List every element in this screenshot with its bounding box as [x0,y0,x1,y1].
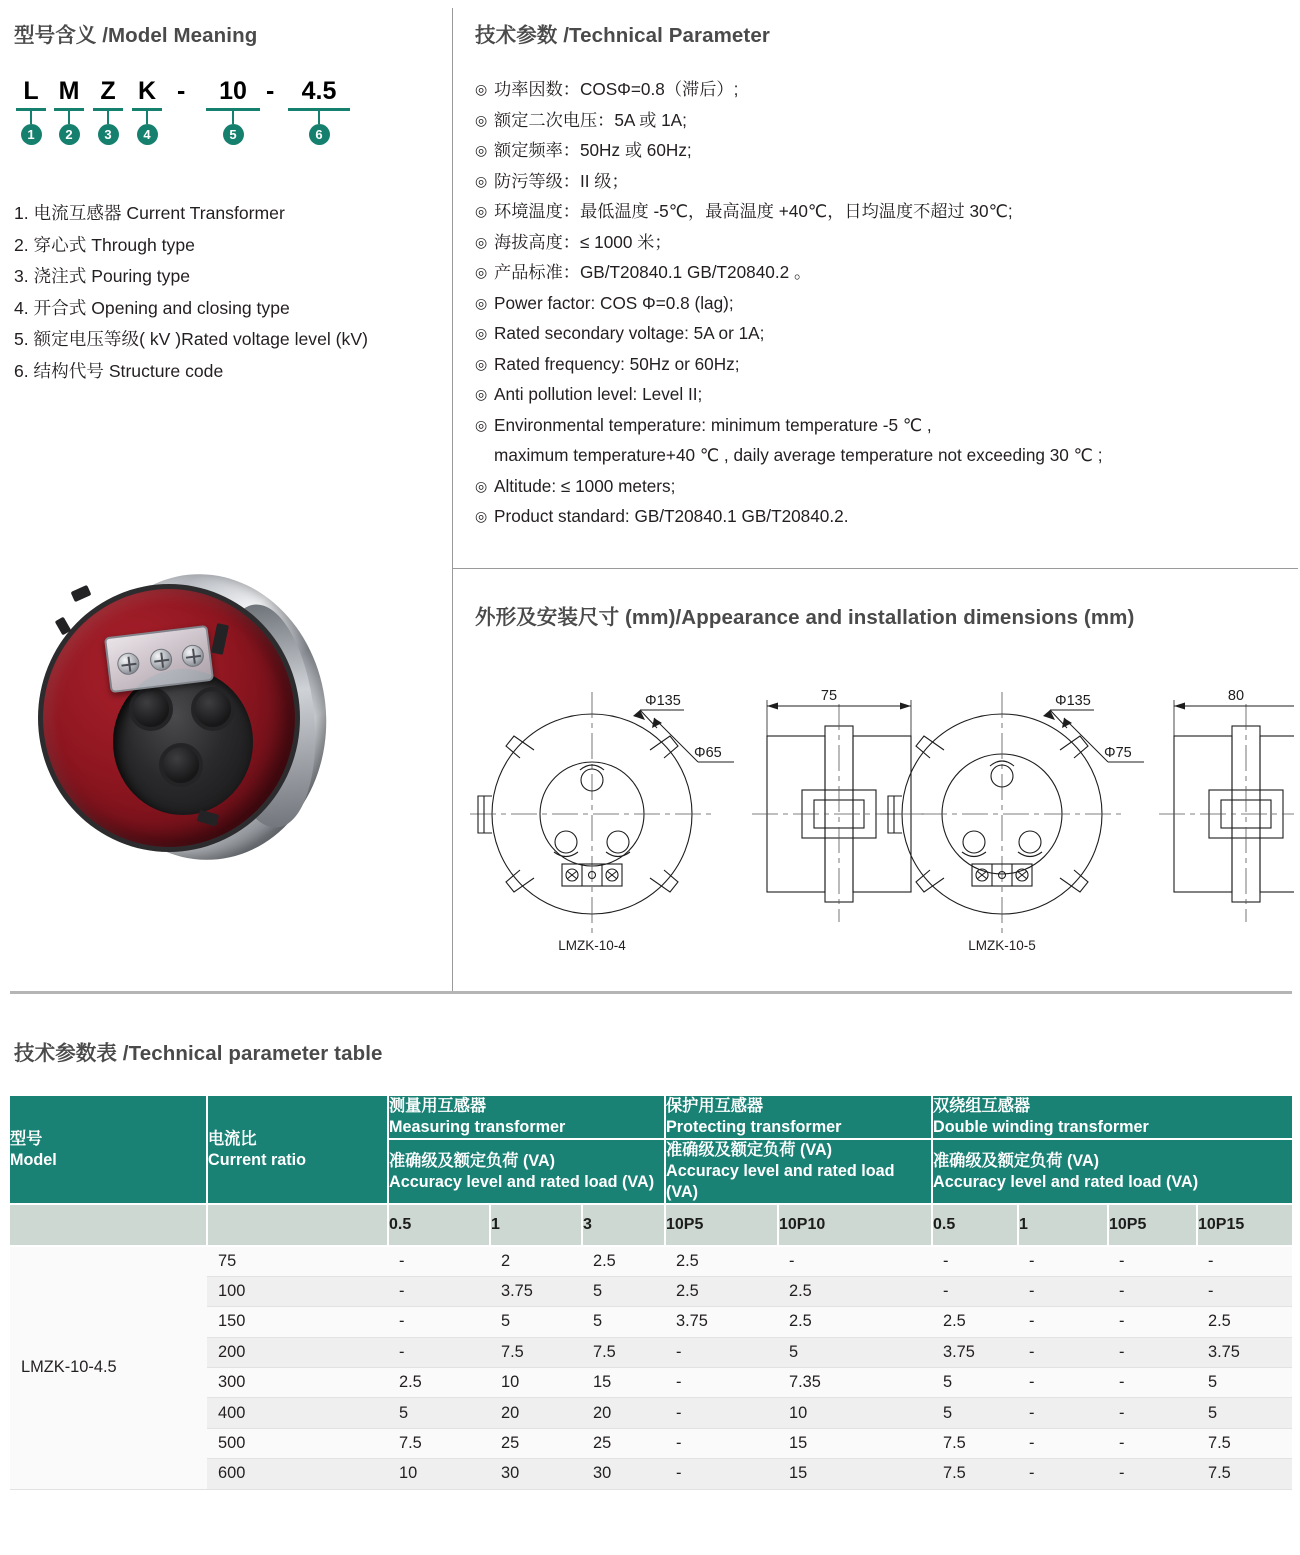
legend-item: 3. 浇注式 Pouring type [14,266,191,286]
cell-value: - [1108,1368,1197,1398]
cell-ratio: 75 [207,1246,388,1276]
parameter-text: Power factor: COS Φ=0.8 (lag); [494,292,734,313]
parameter-text: 额定二次电压：5A 或 1A; [494,109,687,130]
accuracy-col-m-1: 1 [490,1204,582,1246]
cell-value: 2 [490,1246,582,1276]
cell-value: 2.5 [932,1307,1018,1337]
cell-value: 2.5 [778,1276,932,1306]
horizontal-divider-mid [453,568,1298,569]
model-code-badge-2: 2 [59,124,80,145]
cell-value: 7.5 [388,1428,490,1458]
model-code-part-4 [132,76,162,145]
terminal-screw-icon [181,644,206,669]
accuracy-col-m-05: 0.5 [388,1204,490,1246]
dimension-drawing-svg [462,666,1294,934]
cell-value: - [388,1307,490,1337]
model-code-char-2: M [58,77,80,105]
cell-value: - [665,1337,778,1367]
bullet-icon: ◎ [475,172,488,189]
table-body [10,1246,1292,1489]
cell-value: - [1018,1459,1108,1489]
cell-value: 7.5 [490,1337,582,1367]
cell-value: 25 [490,1428,582,1458]
accuracy-col-p-10p10: 10P10 [778,1204,932,1246]
drawing-caption-1: LMZK-10-4 [558,938,626,953]
header-model [10,1096,207,1204]
product-photo-stage [22,566,352,896]
cell-value: 30 [490,1459,582,1489]
group-measuring-cn: 测量用互感器 [389,1097,487,1115]
bullet-icon: ◎ [475,264,488,280]
leader-line-inner-1 [654,718,698,762]
legend-item: 5. 额定电压等级( kV )Rated voltage level (kV) [14,329,368,349]
parameter-row [475,227,1290,258]
latch-tab [506,736,534,758]
bullet-icon: ◎ [475,355,488,372]
model-code-part-5 [206,76,260,145]
cell-value: 5 [1197,1368,1292,1398]
parameter-row [475,166,1290,197]
cell-ratio: 400 [207,1398,388,1428]
accuracy-blank-model [10,1204,207,1246]
cell-value: 20 [490,1398,582,1428]
cell-value: 7.35 [778,1368,932,1398]
mounting-lug-2 [888,796,902,833]
parameter-text: 额定频率：50Hz 或 60Hz; [494,140,692,160]
parameter-text: Anti pollution level: Level II; [494,384,703,404]
parameter-row [475,288,1290,319]
cell-value: - [665,1428,778,1458]
model-code-stem-4 [146,111,148,124]
table-header-row-groups [10,1096,1292,1139]
legend-item: 4. 开合式 Opening and closing type [14,297,290,318]
parameter-text: Environmental temperature: minimum temperature -5 ℃ , [494,414,932,435]
cell-value: 2.5 [665,1246,778,1276]
bullet-icon: ◎ [475,325,488,341]
label-width-1: 75 [820,688,838,704]
cell-value: 5 [582,1276,665,1306]
subheader-double-en: Accuracy level and rated load (VA) [933,1172,1199,1191]
bullet-icon: ◎ [475,233,488,250]
cell-ratio: 150 [207,1307,388,1337]
dimension-drawings [462,666,1294,976]
accuracy-col-p-10p5: 10P5 [665,1204,778,1246]
product-photo [22,566,352,896]
table-row [10,1246,1292,1276]
group-measuring-en: Measuring transformer [389,1118,566,1136]
parameter-text: 环境温度：最低温度 -5℃，最高温度 +40℃，日均温度不超过 30℃; [494,201,1013,221]
cell-value: 2.5 [778,1307,932,1337]
cell-value: 10 [388,1459,490,1489]
cell-value: 2.5 [665,1276,778,1306]
cell-value: 5 [778,1337,932,1367]
cell-value: 3.75 [1197,1337,1292,1367]
cell-ratio: 300 [207,1368,388,1398]
model-code-part-2 [54,76,84,145]
cable-cradle [1019,831,1041,853]
group-double-en: Double winding transformer [933,1118,1149,1136]
cell-value: - [1108,1398,1197,1428]
parameter-row [475,471,1290,502]
group-protecting-cn: 保护用互感器 [666,1097,764,1115]
header-current-ratio-cn: 电流比 [208,1129,257,1148]
group-double-cn: 双绕组互感器 [933,1097,1031,1115]
cell-value: - [1018,1307,1108,1337]
technical-parameter-list [475,74,1290,532]
parameter-text: Rated frequency: 50Hz or 60Hz; [494,353,740,374]
subheader-double-cn: 准确级及额定负荷 (VA) [933,1151,1100,1170]
cell-value: 2.5 [1197,1307,1292,1337]
cell-value: 2.5 [582,1246,665,1276]
model-code-stem-1 [30,111,32,124]
bullet-icon: ◎ [475,142,488,158]
parameter-row [475,379,1290,410]
cell-value: - [1108,1276,1197,1306]
cell-value: 15 [582,1368,665,1398]
cell-value: - [1108,1459,1197,1489]
cell-value: 25 [582,1428,665,1458]
model-code-char-3: Z [100,77,116,105]
model-code-part-3 [93,76,123,145]
cell-value: - [1018,1276,1108,1306]
accuracy-col-d-05: 0.5 [932,1204,1018,1246]
terminal-screw-icon [116,652,141,677]
model-code-separator-1: - [177,77,186,105]
transformer-center-hole [113,669,253,815]
model-code-badge-5: 5 [223,124,244,145]
header-group-double-winding [932,1096,1292,1139]
latch-tab [650,870,678,892]
cell-value: - [932,1276,1018,1306]
leader-line-inner-2 [1064,718,1108,762]
header-group-protecting [665,1096,932,1139]
cell-ratio: 600 [207,1459,388,1489]
parameter-text: 防污等级：II 级； [494,170,629,191]
subheader-protecting-en: Accuracy level and rated load (VA) [666,1162,895,1201]
subheader-protecting [665,1139,932,1204]
bullet-icon: ◎ [475,386,488,402]
model-code-badge-3: 3 [98,124,119,145]
cell-value: 20 [582,1398,665,1428]
terminal-screw-icon [149,647,174,672]
cell-value: 7.5 [582,1337,665,1367]
bullet-icon: ◎ [475,203,488,219]
header-current-ratio-en: Current ratio [208,1150,307,1169]
model-code-char-4: K [137,77,157,105]
cell-value: 5 [490,1307,582,1337]
cable-slot [129,687,173,731]
model-code-part-1 [16,76,46,145]
header-group-measuring [388,1096,665,1139]
cell-ratio: 100 [207,1276,388,1306]
model-code-badge-6: 6 [309,124,330,145]
cable-slot [159,743,203,787]
cell-value: 30 [582,1459,665,1489]
header-model-cn: 型号 [10,1129,43,1148]
latch-tab [916,870,944,892]
cell-value: - [1197,1276,1292,1306]
mounting-clip [71,585,92,602]
cell-value: 10 [490,1368,582,1398]
label-outer-diameter-2: Φ135 [1055,693,1091,709]
parameter-row [475,349,1290,380]
cell-value: - [388,1246,490,1276]
parameter-text: 功率因数：COSΦ=0.8（滞后）; [494,79,739,99]
parameter-text: Rated secondary voltage: 5A or 1A; [494,323,765,343]
legend-item: 6. 结构代号 Structure code [14,360,224,381]
parameter-row [475,135,1290,166]
parameter-row [475,318,1290,349]
cell-value: 5 [932,1368,1018,1398]
cable-cradle [607,831,629,853]
accuracy-col-d-1: 1 [1018,1204,1108,1246]
model-code-stem-5 [232,111,234,124]
header-model-en: Model [10,1150,57,1169]
parameter-row [475,257,1290,288]
model-code-stem-2 [68,111,70,124]
drawing-caption-2: LMZK-10-5 [968,938,1036,953]
model-code-part-6 [288,76,350,145]
model-code-separator-2: - [266,77,275,105]
model-code-stem-3 [107,111,109,124]
cell-value: 5 [582,1307,665,1337]
model-code-char-5: 10 [219,77,247,105]
label-inner-diameter-2: Φ75 [1104,745,1132,761]
cell-value: 5 [388,1398,490,1428]
model-meaning-title: 型号含义 /Model Meaning [14,24,258,47]
cell-value: - [1197,1246,1292,1276]
cell-value: - [778,1246,932,1276]
latch-tab [1060,736,1088,758]
cell-ratio: 500 [207,1428,388,1458]
cell-value: 3.75 [665,1307,778,1337]
model-meaning-legend [14,198,444,387]
model-code-char-1: L [23,77,39,105]
horizontal-divider-heavy [10,991,1292,994]
model-code-char-6: 4.5 [301,77,337,105]
cell-value: - [1108,1246,1197,1276]
cell-value: - [1108,1337,1197,1367]
accuracy-col-d-10p5: 10P5 [1108,1204,1197,1246]
parameter-row [475,196,1290,227]
cell-value: - [665,1398,778,1428]
legend-item: 1. 电流互感器 Current Transformer [14,203,285,223]
cable-cradle [963,831,985,853]
cell-value: 7.5 [1197,1428,1292,1458]
parameter-text: maximum temperature+40 ℃ , daily average temperature not exceeding 30 ℃ ; [494,445,1103,465]
legend-item: 2. 穿心式 Through type [14,234,195,255]
model-code-badge-1: 1 [21,124,42,145]
cell-value: - [1018,1246,1108,1276]
vertical-divider [452,8,453,992]
cell-ratio: 200 [207,1337,388,1367]
cell-value: - [1108,1428,1197,1458]
cell-value: 15 [778,1459,932,1489]
parameter-row-continuation [475,440,1290,471]
cable-slot [191,687,235,731]
cell-value: - [1018,1398,1108,1428]
group-protecting-en: Protecting transformer [666,1118,842,1136]
subheader-measuring-cn: 准确级及额定负荷 (VA) [389,1151,556,1170]
header-current-ratio [207,1096,388,1204]
model-code-stem-6 [318,111,320,124]
cell-value: 2.5 [388,1368,490,1398]
cell-value: 3.75 [490,1276,582,1306]
subheader-measuring [388,1139,665,1204]
parameter-text: Altitude: ≤ 1000 meters; [494,475,676,496]
label-width-2: 80 [1227,688,1245,704]
cell-value: 5 [1197,1398,1292,1428]
parameter-text: Product standard: GB/T20840.1 GB/T20840.2. [494,506,849,526]
technical-parameter-table [10,1096,1292,1490]
technical-parameter-title: 技术参数 /Technical Parameter [475,24,770,47]
parameter-table-title: 技术参数表 /Technical parameter table [14,1042,383,1065]
cell-value: - [1108,1307,1197,1337]
bullet-icon: ◎ [475,508,488,524]
latch-tab [1060,870,1088,892]
cell-value: 5 [932,1398,1018,1428]
table-header-row-accuracy [10,1204,1292,1246]
cell-value: - [1018,1337,1108,1367]
parameter-row [475,410,1290,441]
latch-tab [916,736,944,758]
mounting-lug-1 [478,796,492,833]
parameter-row [475,105,1290,136]
subheader-measuring-en: Accuracy level and rated load (VA) [389,1172,655,1191]
accuracy-col-m-3: 3 [582,1204,665,1246]
label-inner-diameter-1: Φ65 [694,745,722,761]
subheader-protecting-cn: 准确级及额定负荷 (VA) [666,1141,833,1159]
bullet-icon: ◎ [475,111,488,128]
model-code-badge-4: 4 [137,124,158,145]
cell-value: 3.75 [932,1337,1018,1367]
cell-value: - [1018,1368,1108,1398]
bullet-icon: ◎ [475,81,488,97]
cell-value: 7.5 [1197,1459,1292,1489]
accuracy-blank-ratio [207,1204,388,1246]
cell-value: - [665,1459,778,1489]
bullet-icon: ◎ [475,416,488,433]
dimensions-title: 外形及安装尺寸 (mm)/Appearance and installation dimensions (mm) [475,606,1135,629]
cell-value: 7.5 [932,1428,1018,1458]
cable-cradle [555,831,577,853]
parameter-row [475,501,1290,532]
parameter-text: 海拔高度：≤ 1000 米； [494,231,672,252]
transformer-red-core [38,584,300,852]
bullet-icon: ◎ [475,477,488,494]
latch-tab [650,736,678,758]
parameter-text: 产品标准：GB/T20840.1 GB/T20840.2 。 [494,262,812,282]
cell-model-name: LMZK-10-4.5 [10,1246,207,1489]
cell-value: - [388,1276,490,1306]
cell-value: - [665,1368,778,1398]
cell-value: - [388,1337,490,1367]
cell-value: - [932,1246,1018,1276]
cell-value: - [1018,1428,1108,1458]
bullet-icon: ◎ [475,294,488,311]
label-outer-diameter-1: Φ135 [645,693,681,709]
cell-value: 10 [778,1398,932,1428]
latch-tab [506,870,534,892]
model-code-diagram [14,76,344,154]
subheader-double-winding [932,1139,1292,1204]
cell-value: 15 [778,1428,932,1458]
cell-value: 7.5 [932,1459,1018,1489]
parameter-row [475,74,1290,105]
accuracy-col-d-10p15: 10P15 [1197,1204,1292,1246]
